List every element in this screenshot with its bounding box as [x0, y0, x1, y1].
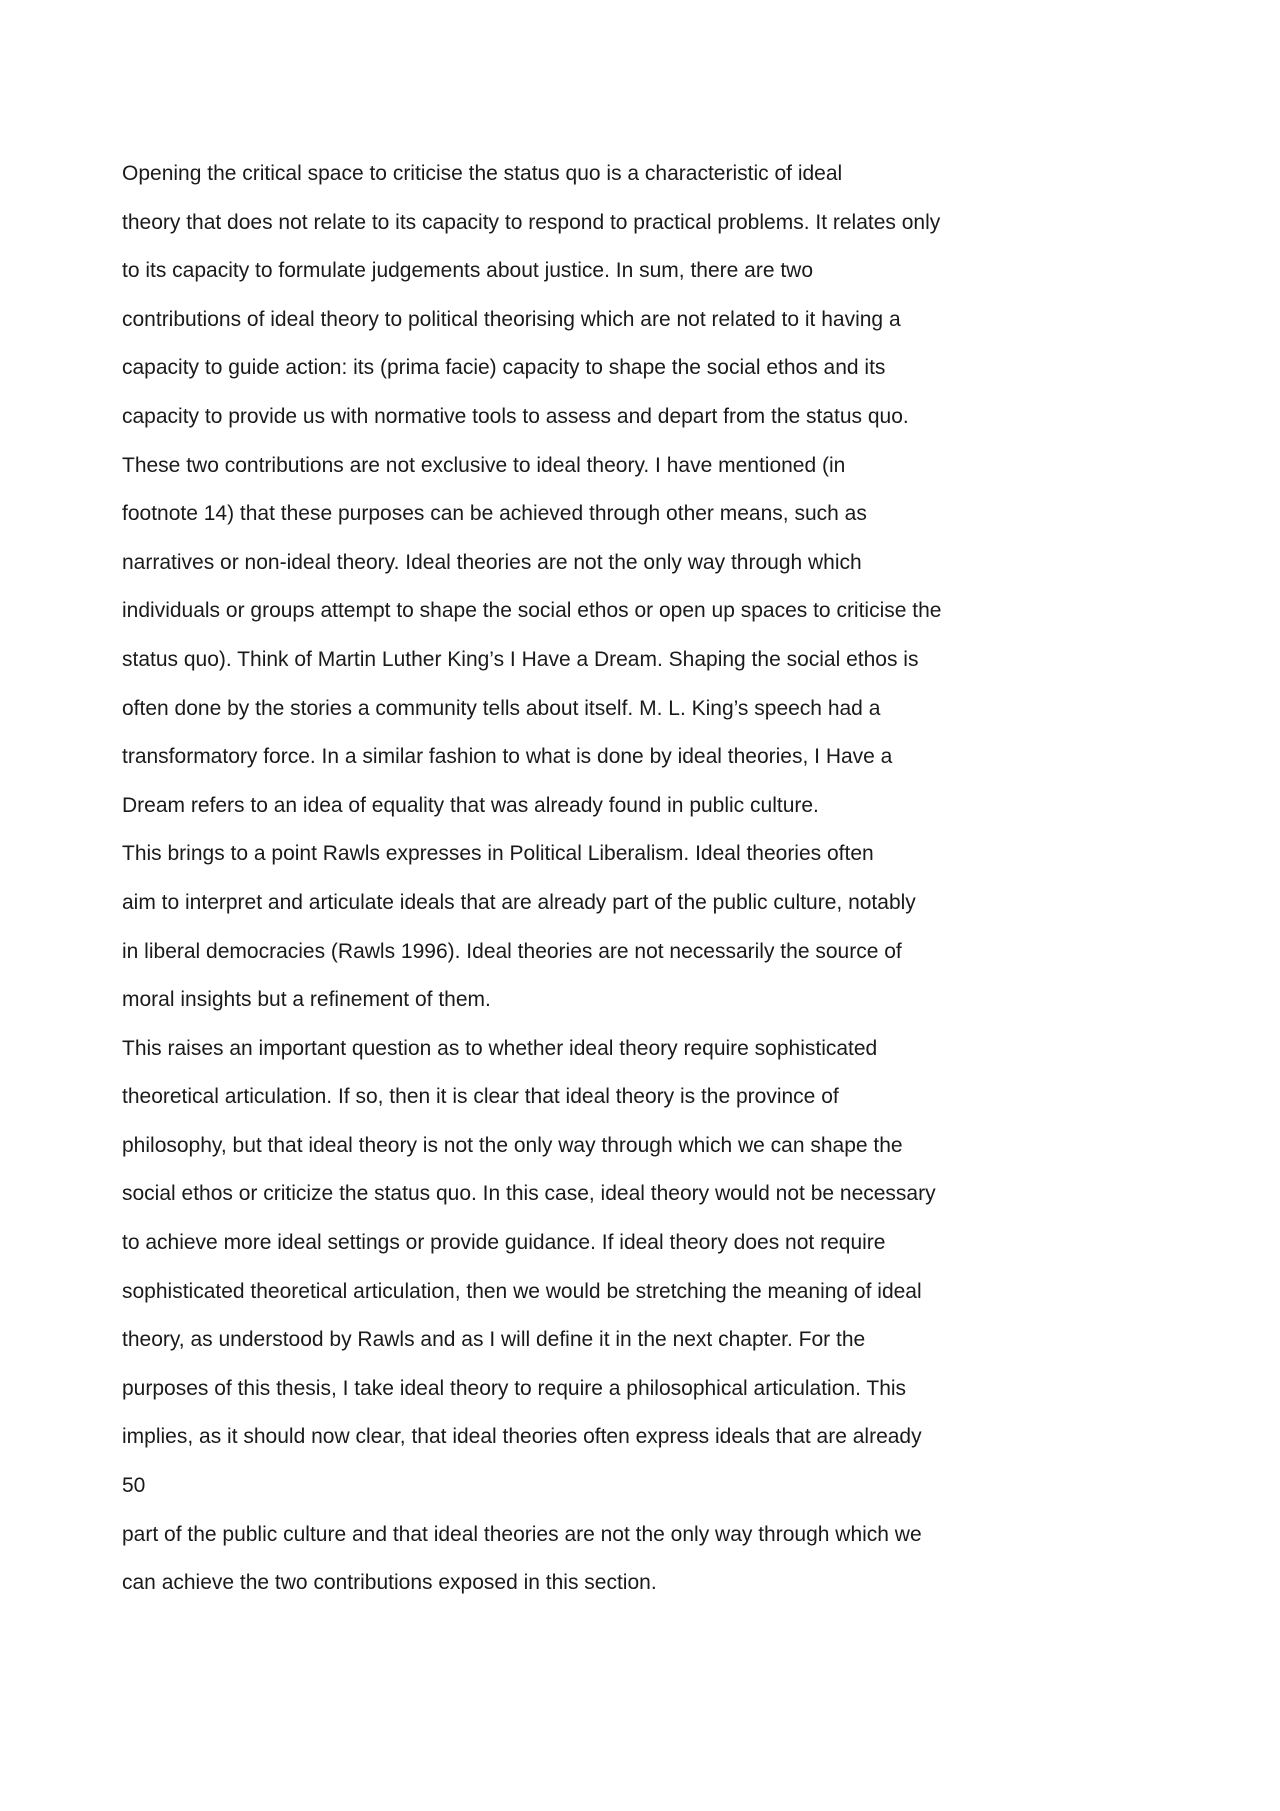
text-line: These two contributions are not exclusive to ideal theory. I have mentioned (in [122, 453, 846, 477]
text-line: part of the public culture and that ideal theories are not the only way through which we [122, 1522, 922, 1546]
text-line: social ethos or criticize the status quo. In this case, ideal theory would not be necessary [122, 1182, 936, 1206]
text-line: footnote 14) that these purposes can be achieved through other means, such as [122, 502, 867, 526]
text-line: moral insights but a refinement of them. [122, 988, 491, 1012]
text-line: transformatory force. In a similar fashion to what is done by ideal theories, I Have a [122, 745, 893, 769]
text-line: capacity to guide action: its (prima facie) capacity to shape the social ethos and its [122, 356, 886, 380]
text-line: Dream refers to an idea of equality that was already found in public culture. [122, 793, 819, 817]
body-text [122, 150, 1182, 1608]
text-line: in liberal democracies (Rawls 1996). Ideal theories are not necessarily the source of [122, 939, 902, 963]
text-line: This brings to a point Rawls expresses in Political Liberalism. Ideal theories often [122, 842, 874, 866]
text-line: aim to interpret and articulate ideals that are already part of the public culture, notably [122, 890, 916, 914]
text-line: capacity to provide us with normative tools to assess and depart from the status quo. [122, 404, 909, 428]
text-line: can achieve the two contributions exposed in this section. [122, 1571, 657, 1595]
text-line: to achieve more ideal settings or provide guidance. If ideal theory does not require [122, 1231, 886, 1255]
text-line: philosophy, but that ideal theory is not the only way through which we can shape the [122, 1133, 903, 1157]
text-line: theoretical articulation. If so, then it is clear that ideal theory is the province of [122, 1085, 839, 1109]
text-line: This raises an important question as to whether ideal theory require sophisticated [122, 1036, 878, 1060]
text-line: purposes of this thesis, I take ideal theory to require a philosophical articulation. This [122, 1376, 907, 1400]
text-line: individuals or groups attempt to shape the social ethos or open up spaces to criticise the [122, 599, 942, 623]
text-line: contributions of ideal theory to political theorising which are not related to it having a [122, 307, 901, 331]
page-number: 50 [122, 1474, 146, 1498]
text-line: Opening the critical space to criticise the status quo is a characteristic of ideal [122, 162, 843, 185]
text-line: status quo). Think of Martin Luther King’s I Have a Dream. Shaping the social ethos is [122, 647, 919, 671]
text-line: to its capacity to formulate judgements about justice. In sum, there are two [122, 259, 814, 283]
text-line: often done by the stories a community tells about itself. M. L. King’s speech had a [122, 696, 881, 720]
text-line: implies, as it should now clear, that ideal theories often express ideals that are already [122, 1425, 922, 1449]
text-line: theory, as understood by Rawls and as I will define it in the next chapter. For the [122, 1328, 866, 1352]
text-line: sophisticated theoretical articulation, then we would be stretching the meaning of ideal [122, 1279, 922, 1303]
text-line: theory that does not relate to its capacity to respond to practical problems. It relates only [122, 210, 941, 234]
text-line: narratives or non-ideal theory. Ideal theories are not the only way through which [122, 550, 862, 574]
